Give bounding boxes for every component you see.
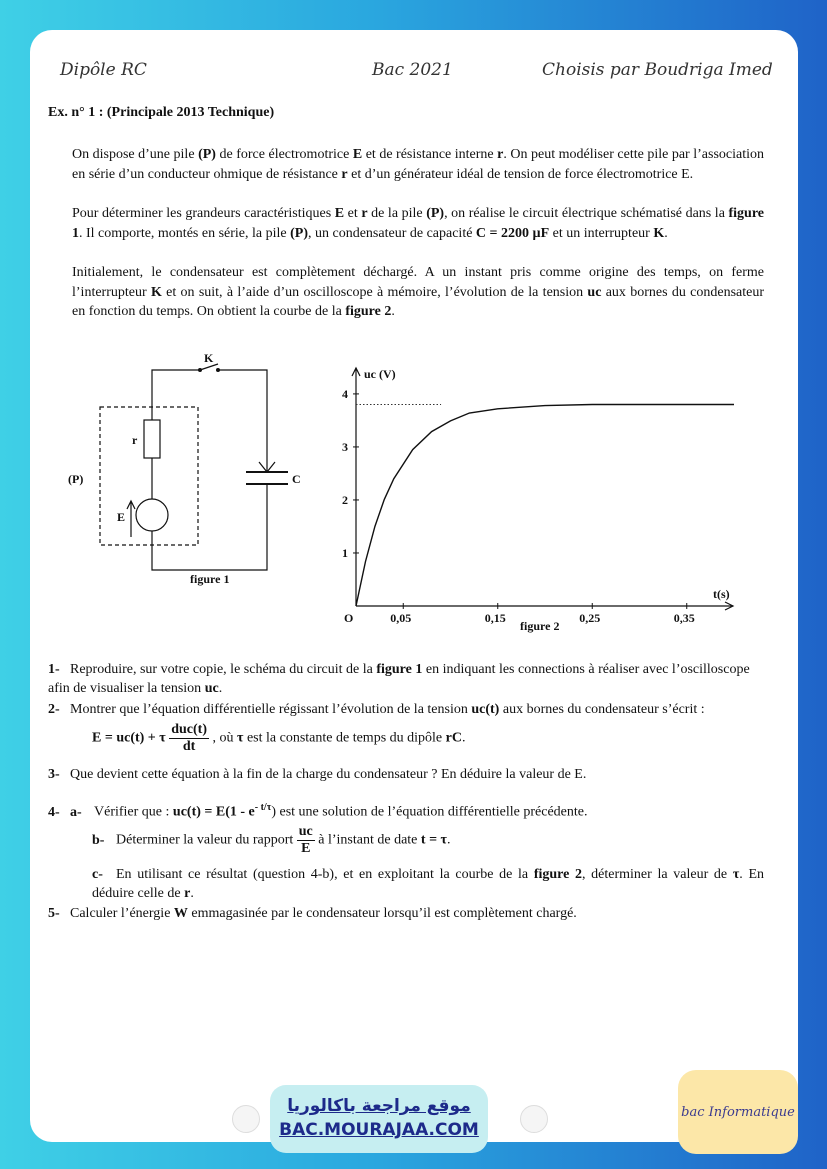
footer-site-link[interactable]: BAC.MOURAJAA.COM: [279, 1120, 479, 1140]
uc-curve: [356, 405, 734, 607]
question-1: 1- Reproduire, sur votre copie, le schéma du circuit de la figure 1 en indiquant les connections à réaliser avec l’oscilloscope afin de visualiser la tension uc.: [48, 662, 750, 696]
site-logo-left: [232, 1105, 260, 1133]
x-tick-label: 0,35: [673, 611, 695, 625]
generator-e: [136, 499, 168, 531]
switch-k-contact: [198, 368, 202, 372]
emf-label: E: [117, 510, 126, 524]
question-2-equation: E = uc(t) + τ $\frac{\text{duc(t)}}{dt}$ , où τ est la constante de temps du dipôle rC.: [92, 722, 466, 754]
y-tick-label: 2: [342, 492, 348, 507]
origin-label: O: [344, 611, 354, 625]
x-tick-label: 0,25: [579, 611, 601, 625]
y-axis-label: uc (V): [364, 367, 396, 381]
resistor-label: r: [132, 433, 138, 447]
question-3: 3- Que devient cette équation à la fin de la charge du condensateur ? En déduire la valeur de E.: [48, 767, 587, 782]
question-4c: c- En utilisant ce résultat (question 4-b), et en exploitant la courbe de la figure 2, déterminer la valeur de τ. En déduire celle de r.: [92, 867, 764, 901]
header-center: Bac 2021: [372, 60, 453, 80]
exercise-number: Ex. n° 1 :: [48, 105, 104, 120]
question-4b: b- Déterminer la valeur du rapport $\frac{uc}{E}$ à l’instant de date t = τ.: [92, 824, 451, 856]
question-5: 5- Calculer l’énergie W emmagasinée par le condensateur lorsqu’il est complètement chargé.: [48, 906, 577, 921]
figure1-caption: figure 1: [190, 572, 230, 586]
resistor-r: [144, 420, 160, 458]
intro-paragraph-1: On dispose d’une pile (P) de force électromotrice E et de résistance interne r. On peut modéliser cette pile par l’association en série d’un conducteur ohmique de résistance r et d’un générateur idéal de tension de force électromotrice E.: [72, 147, 764, 182]
y-tick-label: 1: [342, 545, 348, 560]
header-right: Choisis par Boudriga Imed: [542, 60, 773, 80]
figure2-caption: figure 2: [520, 619, 560, 633]
exercise-source: (Principale 2013 Technique): [106, 105, 275, 120]
x-tick-label: 0,15: [484, 611, 506, 625]
figure1-circuit: [68, 351, 308, 582]
question-2: 2- Montrer que l’équation différentielle régissant l’évolution de la tension uc(t) aux bornes du condensateur s’écrit :: [48, 702, 705, 717]
capacitor-label: C: [292, 472, 301, 486]
x-tick-label: 0,05: [390, 611, 412, 625]
pile-label: (P): [68, 472, 84, 486]
header-left: Dipôle RC: [60, 60, 147, 80]
intro-paragraph-2: Pour déterminer les grandeurs caractéristiques E et r de la pile (P), on réalise le circuit électrique schématisé dans la figure 1. Il comporte, montés en série, la pile (P), un condensateur de capacité C = 2200 µF et un interrupteur K.: [72, 206, 765, 241]
x-axis-label: t(s): [713, 587, 730, 601]
footer-arabic: موقع مراجعة باكالوريا: [287, 1096, 471, 1116]
exercise-title: [48, 105, 274, 121]
bac-informatique-badge: bac Informatique: [678, 1070, 798, 1154]
page-sheet: [30, 30, 798, 1142]
site-logo-right: [520, 1105, 548, 1133]
figure2-chart: [318, 348, 738, 648]
footer-banner[interactable]: [270, 1085, 488, 1153]
y-tick-label: 4: [342, 386, 348, 401]
question-4a: 4- a- Vérifier que : $uc(t) = E(1 - e^{- t/\tau})$ est une solution de l’équation différentielle précédente.: [48, 802, 588, 820]
intro-paragraph-3: Initialement, le condensateur est complètement déchargé. A un instant pris comme origine des temps, on ferme l’interrupteur K et on suit, à l’aide d’un oscilloscope à mémoire, l’évolution de la tension uc aux bornes du condensateur en fonction du temps. On obtient la courbe de la figure 2.: [72, 265, 764, 319]
switch-k-label: K: [204, 351, 214, 365]
y-tick-label: 3: [342, 439, 348, 454]
